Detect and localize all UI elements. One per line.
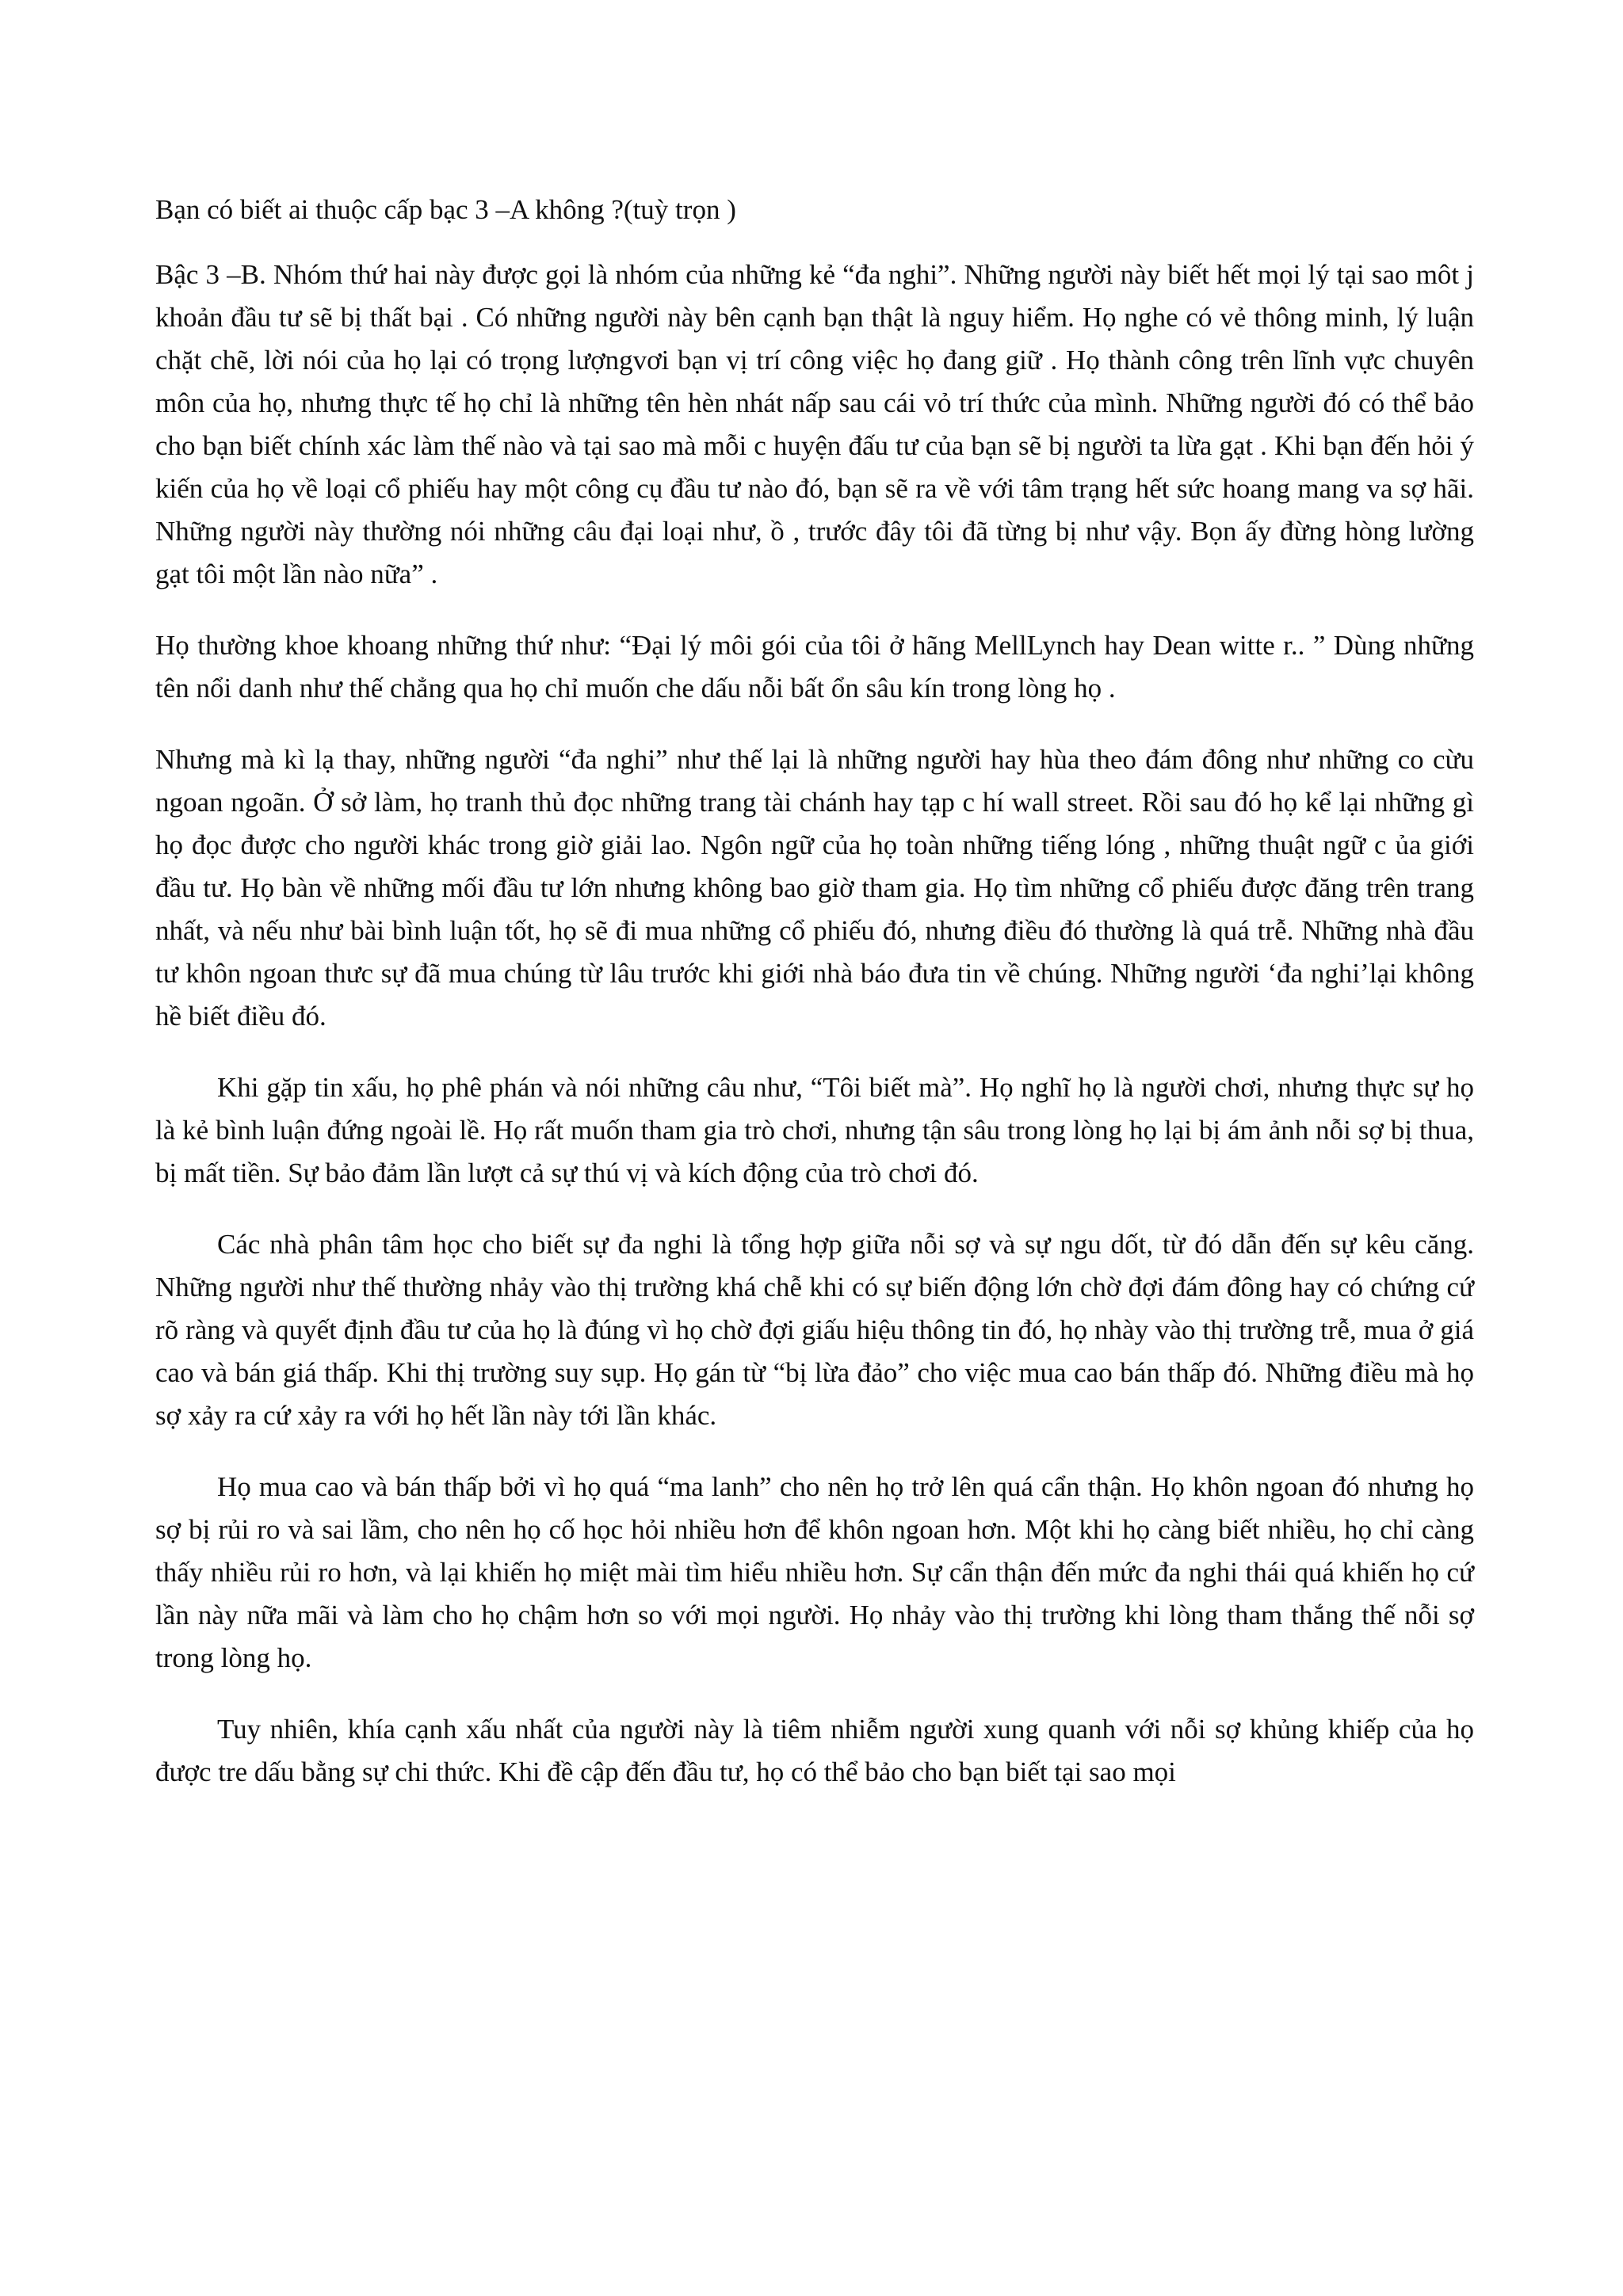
paragraph-boasting: Họ thường khoe khoang những thứ như: “Đại lý môi gói của tôi ở hãng MellLynch hay Dean witte r.. ” Dùng những tên nổi danh như thế chẳng qua họ chỉ muốn che dấu nỗi bất ổn sâu kín trong lòng họ . (155, 630, 1474, 704)
paragraph-following-crowd: Nhưng mà kì lạ thay, những người “đa nghi” như thế lại là những người hay hùa theo đám đông như những co cừu ngoan ngoãn. Ở sở làm, họ tranh thủ đọc những trang tài chánh hay tạp c hí wall street. Rồi sau đó họ kể lại những gì họ đọc được cho người khác trong giờ giải lao. Ngôn ngữ của họ toàn những tiếng lóng , những thuật ngữ c ủa giới đầu tư. Họ bàn về những mối đầu tư lớn nhưng không bao giờ tham gia. Họ tìm những cổ phiếu được đăng trên trang nhất, và nếu như bài bình luận tốt, họ sẽ đi mua những cổ phiếu đó, nhưng điều đó thường là quá trễ. Những nhà đầu tư khôn ngoan thưc sự đã mua chúng từ lâu trước khi giới nhà báo đưa tin về chúng. Những người ‘đa nghi’lại không hề biết điều đó. (155, 744, 1474, 1032)
paragraph-psychology: Các nhà phân tâm học cho biết sự đa nghi là tổng hợp giữa nỗi sợ và sự ngu dốt, từ đó dẫn đến sự kêu căng. Những người như thế thường nhảy vào thị trường khá chễ khi có sự biến động lớn chờ đợi đám đông hay có chứng cứ rõ ràng và quyết định đầu tư của họ là đúng vì họ chờ đợi giấu hiệu thông tin đó, họ nhày vào thị trường trễ, mua ở giá cao và bán giá thấp. Khi thị trường suy sụp. Họ gán từ “bị lừa đảo” cho việc mua cao bán thấp đó. Những điều mà họ sợ xảy ra cứ xảy ra với họ hết lần này tới lần khác. (155, 1229, 1474, 1431)
paragraph-worst-aspect: Tuy nhiên, khía cạnh xấu nhất của người này là tiêm nhiễm người xung quanh với nỗi sợ khủng khiếp của họ được tre dấu bằng sự chi thức. Khi đề cập đến đầu tư, họ có thể bảo cho bạn biết tại sao mọi (155, 1714, 1474, 1787)
paragraph-buy-high-sell-low: Họ mua cao và bán thấp bởi vì họ quá “ma lanh” cho nên họ trở lên quá cẩn thận. Họ khôn ngoan đó nhưng họ sợ bị rủi ro và sai lầm, cho nên họ cố học hỏi nhiều hơn để khôn ngoan hơn. Một khi họ càng biết nhiều, họ chỉ càng thấy nhiều rủi ro hơn, và lại khiến họ miệt mài tìm hiểu nhiều hơn. Sự cẩn thận đến mức đa nghi thái quá khiến họ cứ lần này nữa mãi và làm cho họ chậm hơn so với mọi người. Họ nhảy vào thị trường khi lòng tham thắng thế nỗi sợ trong lòng họ. (155, 1471, 1474, 1673)
document-body (155, 189, 1474, 1822)
paragraph-bad-news: Khi gặp tin xấu, họ phê phán và nói những câu như, “Tôi biết mà”. Họ nghĩ họ là người chơi, nhưng thực sự họ là kẻ bình luận đứng ngoài lề. Họ rất muốn tham gia trò chơi, nhưng tận sâu trong lòng họ lại bị ám ảnh nỗi sợ bị thua, bị mất tiền. Sự bảo đảm lần lượt cả sự thú vị và kích động của trò chơi đó. (155, 1072, 1474, 1188)
paragraph-level-3b-intro: Bậc 3 –B. Nhóm thứ hai này được gọi là nhóm của những kẻ “đa nghi”. Những người này biết hết mọi lý tại sao môt j khoản đầu tư sẽ bị thất bại . Có những người này bên cạnh bạn thật là nguy hiểm. Họ nghe có vẻ thông minh, lý luận chặt chẽ, lời nói của họ lại có trọng lượngvơi bạn vị trí công việc họ đang giữ . Họ thành công trên lĩnh vực chuyên môn của họ, nhưng thực tế họ chỉ là những tên hèn nhát nấp sau cái vỏ trí thức của mình. Những người đó có thể bảo cho bạn biết chính xác làm thế nào và tại sao mà mỗi c huyện đấu tư của bạn sẽ bị người ta lừa gạt . Khi bạn đến hỏi ý kiến của họ về loại cổ phiếu hay một công cụ đầu tư nào đó, bạn sẽ ra về với tâm trạng hết sức hoang mang va sợ hãi. Những người này thường nói những câu đại loại như, ồ , trước đây tôi đã từng bị như vậy. Bọn ấy đừng hòng lường gạt tôi một lần nào nữa” . (155, 259, 1474, 589)
paragraph-question: Bạn có biết ai thuộc cấp bạc 3 –A không ?(tuỳ trọn ) (155, 194, 736, 225)
